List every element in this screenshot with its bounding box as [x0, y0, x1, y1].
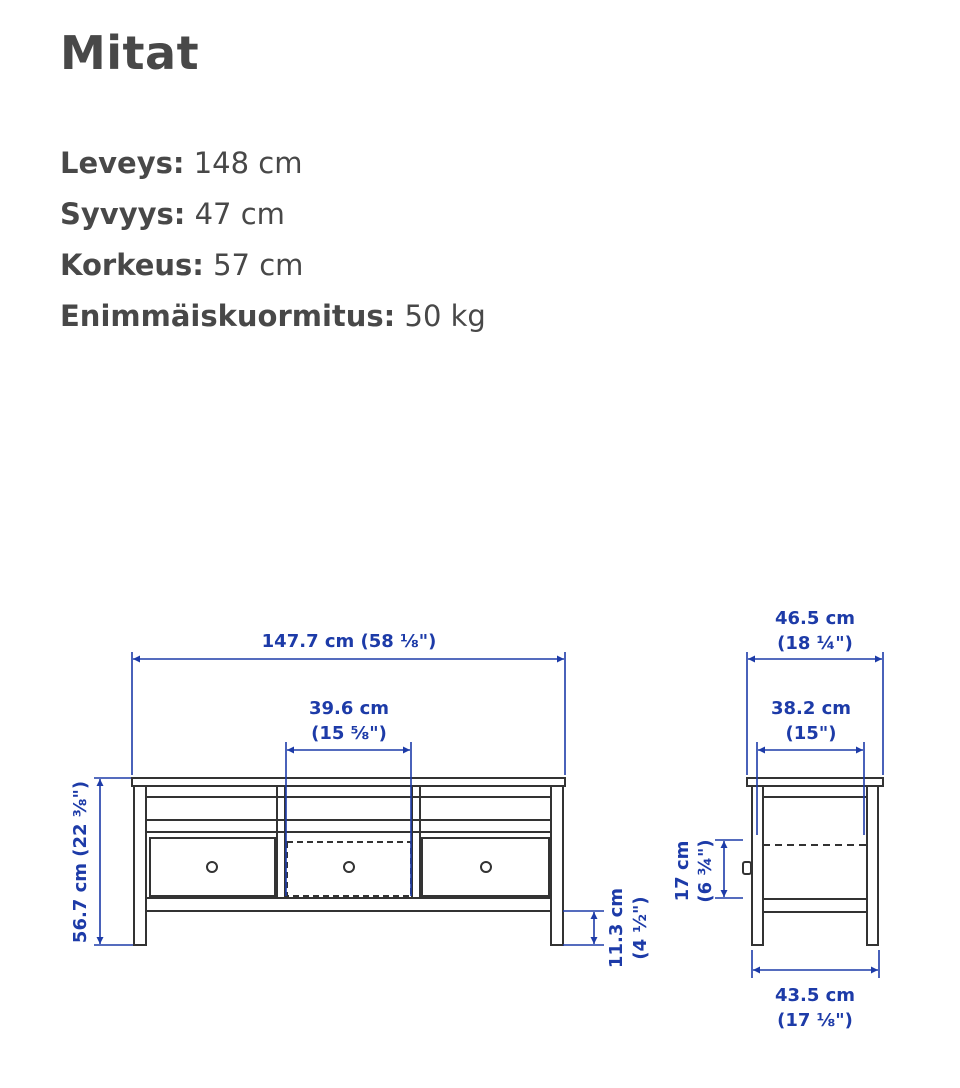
spec-depth-value: 47 cm — [194, 197, 285, 231]
side-depth-cm: 46.5 cm — [774, 608, 856, 629]
knob-side-icon — [743, 862, 751, 874]
spec-max-load-label: Enimmäiskuormitus: — [60, 299, 396, 333]
page-title: Mitat — [60, 26, 200, 80]
dim-leg-height — [563, 911, 604, 945]
drawer-right — [422, 838, 549, 896]
spec-width-label: Leveys: — [60, 146, 185, 180]
inner-depth-in: (15") — [785, 723, 837, 744]
drawer-width-cm: 39.6 cm — [308, 698, 390, 719]
base-depth-cm: 43.5 cm — [774, 985, 856, 1006]
tv-bench-side-view — [743, 778, 883, 945]
dim-base-depth — [752, 950, 879, 978]
dim-drawer-height — [715, 840, 743, 898]
drawer-left — [150, 838, 275, 896]
dim-inner-depth — [757, 742, 864, 835]
drawer-height-cm: 17 cm — [672, 840, 693, 902]
leg-height-in: (4 ½") — [630, 896, 651, 960]
spec-height-label: Korkeus: — [60, 248, 204, 282]
spec-max-load-value: 50 kg — [404, 299, 486, 333]
dim-front-height — [94, 778, 133, 945]
side-dimensions — [672, 608, 883, 1031]
spec-height-value: 57 cm — [213, 248, 304, 282]
leg-height-cm: 11.3 cm — [606, 887, 627, 969]
inner-depth-cm: 38.2 cm — [770, 698, 852, 719]
drawer-width-in: (15 ⅝") — [311, 723, 387, 744]
spec-width-value: 148 cm — [193, 146, 303, 180]
front-height-label: 56.7 cm (22 ⅜") — [70, 780, 91, 944]
drawer-center — [287, 842, 411, 896]
tv-bench-front-view — [132, 778, 565, 945]
spec-depth-label: Syvyys: — [60, 197, 186, 231]
base-depth-in: (17 ⅛") — [777, 1010, 853, 1031]
drawer-height-in: (6 ¾") — [695, 839, 716, 903]
side-depth-in: (18 ¼") — [777, 633, 853, 654]
front-width-label: 147.7 cm (58 ⅛") — [261, 631, 437, 652]
